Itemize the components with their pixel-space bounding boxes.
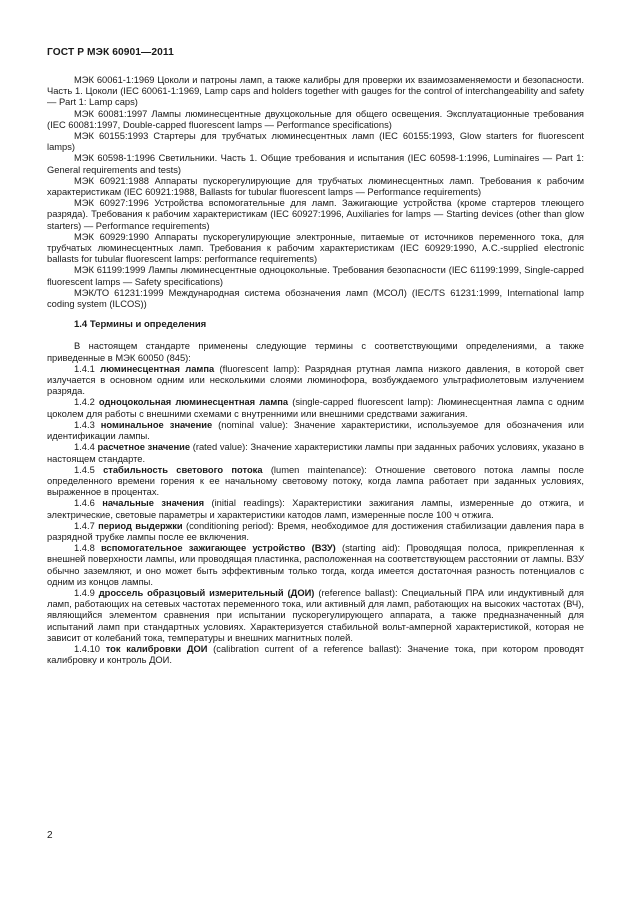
- term-definition: [47, 442, 584, 464]
- term-text: (starting aid): Проводящая полоса, прикрепленная к внешней поверхности лампы, или проводящая пластинка, расположенная на соответствующем расстоянии от лампы. ВЗУ обычно заземляют, и оно может быть эффективным только тогда, когда имеется достаточная разность потенциалов с одним из концов лампы.: [47, 543, 584, 587]
- term-name: ток калибровки ДОИ: [105, 643, 208, 654]
- term-text: (calibration current of a reference ballast): Значение тока, при котором проводят калибровку и контроль ДОИ.: [47, 643, 584, 666]
- term-number: 1.4.3: [74, 419, 95, 430]
- term-name: вспомогательное зажигающее устройство (ВЗУ): [101, 543, 336, 554]
- term-definition: [47, 498, 584, 520]
- term-name: номинальное значение: [100, 419, 213, 430]
- term-number: 1.4.9: [74, 587, 95, 598]
- term-number: 1.4.10: [74, 643, 100, 654]
- term-name: период выдержки: [98, 520, 183, 531]
- reference-iec-60155: МЭК 60155:1993 Стартеры для трубчатых люминесцентных ламп (IEC 60155:1993, Glow starters for fluorescent lamps): [47, 131, 584, 153]
- reference-iec-60598: МЭК 60598-1:1996 Светильники. Часть 1. Общие требования и испытания (IEC 60598-1:1996, Luminaires — Part 1: General requirements and tests): [47, 153, 584, 175]
- term-number: 1.4.4: [74, 442, 95, 453]
- term-definition: [47, 364, 584, 398]
- term-name: стабильность светового потока: [103, 464, 263, 475]
- term-name: одноцокольная люминесцентная лампа: [98, 397, 289, 408]
- term-text: (conditioning period): Время, необходимое для достижения стабилизации давления пара в разрядной трубке лампы после ее включения.: [47, 520, 584, 542]
- term-name: начальные значения: [102, 498, 205, 509]
- term-number: 1.4.5: [74, 464, 95, 475]
- reference-iec-60927: МЭК 60927:1996 Устройства вспомогательные для ламп. Зажигающие устройства (кроме стартеров тлеющего разряда). Требования к рабочим характеристикам (IEC 60927:1996, Auxiliaries for lamps — Starting devices (other than glow starters) — Performance requirements): [47, 198, 584, 231]
- reference-iec-61231: МЭК/ТО 61231:1999 Международная система обозначения ламп (МСОЛ) (IEC/TS 61231:1999, International lamp coding system (ILCOS)): [47, 287, 584, 310]
- term-number: 1.4.7: [74, 520, 95, 531]
- term-name: люминесцентная лампа: [100, 363, 215, 374]
- term-definition: [47, 588, 584, 644]
- section-intro: В настоящем стандарте применены следующие термины с соответствующими определениями, а также приведенные в МЭК 60050 (845):: [47, 341, 584, 363]
- term-number: 1.4.2: [74, 397, 95, 408]
- term-number: 1.4.1: [74, 363, 95, 374]
- reference-iec-60921: МЭК 60921:1988 Аппараты пускорегулирующие для трубчатых люминесцентных ламп. Требования к рабочим характеристикам (IEC 60921:1988, Ballasts for tubular fluorescent lamps — Performance requirements): [47, 175, 584, 198]
- reference-iec-60929: МЭК 60929:1990 Аппараты пускорегулирующие электронные, питаемые от источников переменного тока, для трубчатых люминесцентных ламп. Требования к рабочим характеристикам (IEC 60929:1990, A.C.-supplied electronic ballasts for tubular fluorescent lamps: performance requirements): [47, 231, 584, 265]
- reference-iec-61199: МЭК 61199:1999 Лампы люминесцентные одноцокольные. Требования безопасности (IEC 61199:1999, Single-capped fluorescent lamps — Safety specifications): [47, 265, 584, 287]
- term-text: (single-capped fluorescent lamp): Люминесцентная лампа с одним цоколем для работы с внешними схемами с внутренними или внешними средствами зажигания.: [47, 397, 584, 419]
- reference-iec-60081: МЭК 60081:1997 Лампы люминесцентные двухцокольные для общего освещения. Эксплуатационные требования (IEC 60081:1997, Double-capped fluorescent lamps — Performance specifications): [47, 108, 584, 130]
- term-name: дроссель образцовый измерительный (ДОИ): [98, 587, 315, 598]
- reference-iec-60061: МЭК 60061-1:1969 Цоколи и патроны ламп, а также калибры для проверки их взаимозаменяемости и безопасности. Часть 1. Цоколи (IEC 60061-1:1969, Lamp caps and holders together with gauges for the control of interchangeability and safety — Part 1: Lamp caps): [47, 75, 584, 108]
- term-text: (reference ballast): Специальный ПРА или индуктивный для ламп, работающих на сетевых частотах переменного тока, или активный для ламп, работающих на высоких частотах (ВЧ), являющийся элементом сравнения при испытании пускорегулирующего аппарата, а также предназначенный для испытаний ламп при стандартных условиях. Характеризуется стабильной вольт-амперной характеристикой, которая не зависит от колебаний тока, температуры и внешних магнитных полей.: [47, 587, 584, 643]
- term-text: (fluorescent lamp): Разрядная ртутная лампа низкого давления, в которой свет излучается в основном одним или несколькими слоями люминофора, возбуждаемого ультрафиолетовым излучением разряда.: [47, 363, 584, 397]
- term-definition: [47, 397, 584, 419]
- term-definition: [47, 465, 584, 499]
- page-number: 2: [47, 830, 53, 841]
- term-definition: [47, 521, 584, 543]
- term-text: (lumen maintenance): Отношение светового потока лампы после определенного времени горения к ее начальному световому потоку, когда лампа работает при заданных условиях, выраженное в процентах.: [47, 464, 584, 498]
- document-body: [47, 75, 584, 666]
- term-definition: [47, 420, 584, 442]
- term-text: (rated value): Значение характеристики лампы при заданных рабочих условиях, указано в настоящем стандарте.: [47, 442, 584, 464]
- term-name: расчетное значение: [97, 442, 191, 453]
- term-number: 1.4.8: [74, 543, 95, 554]
- term-definition: [47, 644, 584, 666]
- term-number: 1.4.6: [74, 498, 95, 509]
- term-text: (initial readings): Характеристики зажигания лампы, измеренные до отжига, и электрические, световые параметры и характеристики катодов ламп, измеренные после 100 ч отжига.: [47, 498, 584, 520]
- document-header: ГОСТ Р МЭК 60901—2011: [47, 47, 174, 58]
- term-text: (nominal value): Значение характеристики, используемое для обозначения или идентификации лампы.: [47, 419, 584, 442]
- term-definition: [47, 543, 584, 588]
- section-heading: 1.4 Термины и определения: [74, 319, 207, 331]
